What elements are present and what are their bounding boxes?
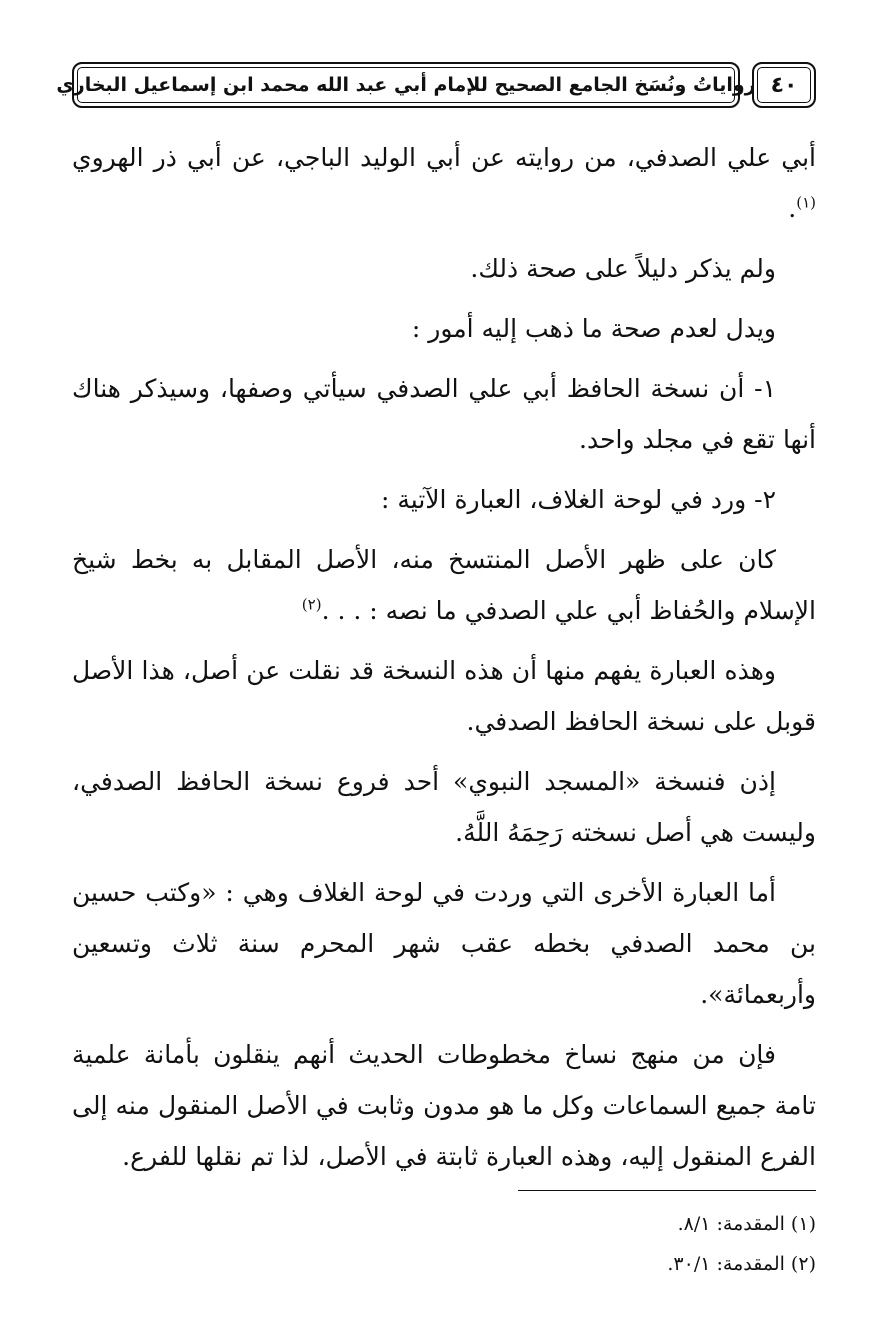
footnote-1: (١) المقدمة: ٨/١. xyxy=(677,1213,816,1235)
footnote-2: (٢) المقدمة: ٣٠/١. xyxy=(667,1253,816,1275)
paragraph-9: أما العبارة الأخرى التي وردت في لوحة الغلاف وهي : «وكتب حسين بن محمد الصدفي بخطه عقب شهر المحرم سنة ثلاث وتسعين وأربعمائة». xyxy=(72,878,816,1009)
running-header xyxy=(56,62,816,112)
footnote-ref-2: (٢) xyxy=(301,595,322,614)
paragraph-3: ويدل لعدم صحة ما ذهب إليه أمور : xyxy=(411,314,776,343)
paragraph-1-end: . xyxy=(788,194,797,223)
footnote-separator xyxy=(518,1190,816,1191)
footnotes xyxy=(316,1204,816,1284)
paragraph-5: ٢- ورد في لوحة الغلاف، العبارة الآتية : xyxy=(381,485,776,514)
paragraph-6 xyxy=(72,534,816,636)
running-title: رواياتُ ونُسَخ الجامع الصحيح للإمام أبي عبد الله محمد ابن إسماعيل البخاري xyxy=(56,74,756,96)
paragraph-1-text: أبي علي الصدفي، من روايته عن أبي الوليد الباجي، عن أبي ذر الهروي xyxy=(72,143,816,172)
paragraph-7: وهذه العبارة يفهم منها أن هذه النسخة قد نقلت عن أصل، هذا الأصل قوبل على نسخة الحافظ الصدفي. xyxy=(72,656,816,736)
paragraph-8: إذن فنسخة «المسجد النبوي» أحد فروع نسخة الحافظ الصدفي، وليست هي أصل نسخته رَحِمَهُ اللَّهُ. xyxy=(72,767,816,847)
page-number: ٤٠ xyxy=(770,72,798,98)
running-title-frame xyxy=(56,62,756,108)
paragraph-10: فإن من منهج نساخ مخطوطات الحديث أنهم ينقلون بأمانة علمية تامة جميع السماعات وكل ما هو مدون وثابت في الأصل المنقول منه إلى الفرع المنقول إليه، وهذه العبارة ثابتة في الأصل، لذا تم نقلها للفرع. xyxy=(72,1040,816,1171)
footnote-ref-1: (١) xyxy=(796,193,816,212)
body-text xyxy=(72,132,816,1191)
paragraph-2: ولم يذكر دليلاً على صحة ذلك. xyxy=(470,254,776,283)
paragraph-6-text: كان على ظهر الأصل المنتسخ منه، الأصل المقابل به بخط شيخ الإسلام والحُفاظ أبي علي الصدفي ما نصه : . . . xyxy=(72,545,816,625)
page-number-frame xyxy=(752,62,816,108)
paragraph-1 xyxy=(72,132,816,234)
paragraph-4: ١- أن نسخة الحافظ أبي علي الصدفي سيأتي وصفها، وسيذكر هناك أنها تقع في مجلد واحد. xyxy=(72,374,816,454)
